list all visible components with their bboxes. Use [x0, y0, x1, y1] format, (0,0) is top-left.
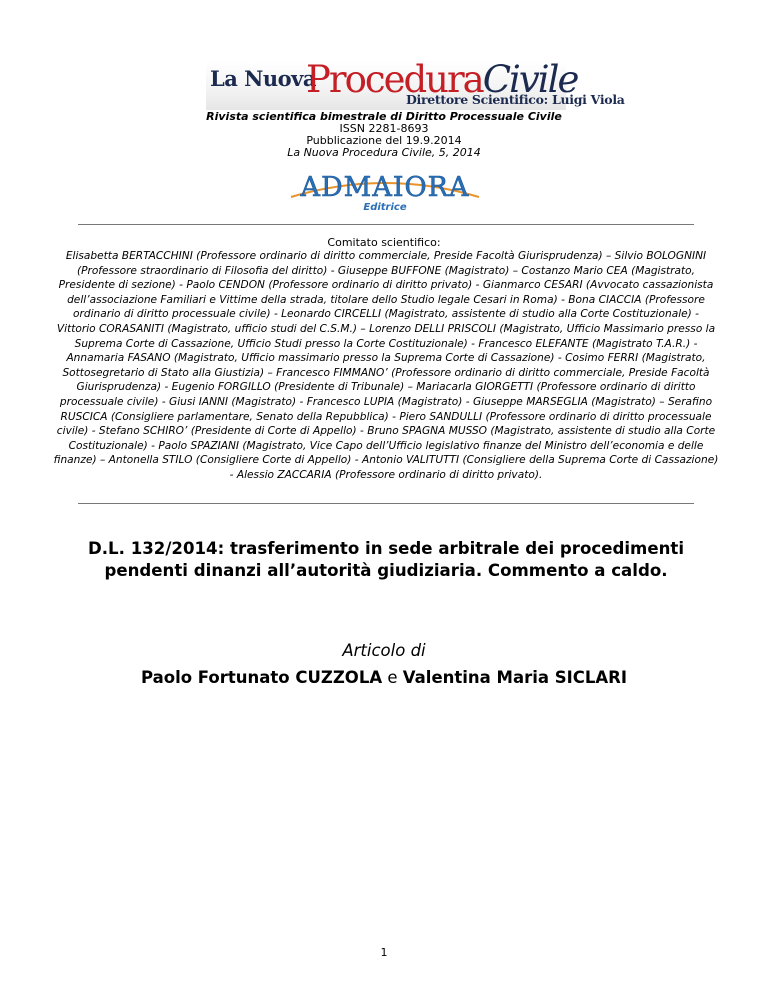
top-divider	[78, 224, 694, 225]
logo-civile-text: Civile	[482, 58, 578, 101]
publisher-logo-name: ADMAIORA	[300, 172, 470, 203]
article-title: D.L. 132/2014: trasferimento in sede arbitrale dei procedimenti pendenti dinanzi all’autorità giudiziaria. Commento a caldo.	[87, 539, 685, 580]
author-conjunction: e	[387, 668, 398, 687]
publisher-logo-subtitle: Editrice	[363, 202, 407, 213]
logo-procedura-text: Procedura	[306, 58, 483, 101]
author-2: Valentina Maria SICLARI	[402, 668, 628, 687]
logo-director: Direttore Scientifico: Luigi Viola	[406, 92, 625, 107]
issn: ISSN 2281-8693	[339, 122, 429, 135]
journal-issue: La Nuova Procedura Civile, 5, 2014	[287, 146, 481, 159]
rivista-subtitle: Rivista scientifica bimestrale di Diritto Processuale Civile	[206, 110, 562, 123]
page-number: 1	[380, 946, 388, 959]
publication-date: Pubblicazione del 19.9.2014	[306, 134, 462, 147]
committee-list: Elisabetta BERTACCHINI (Professore ordinario di diritto commerciale, Preside Facoltà Giurisprudenza) – Silvio BOLOGNINI (Professore straordinario di Filosofia del diritto) - Giuseppe BUFFONE (Magistrato) – Costanzo Mario CEA (Magistrato, Presidente di sezione) - Paolo CENDON (Professore ordinario di diritto privato) - Gianmarco CESARI (Avvocato cassazionista dell’associazione Familiari e Vittime della strada, titolare dello Studio legale Cesari in Roma) - Bona CIACCIA (Professore ordinario di diritto processuale civile) - Leonardo CIRCELLI (Magistrato, assistente di studio alla Corte Costituzionale) - Vittorio CORASANITI (Magistrato, ufficio studi del C.S.M.) – Lorenzo DELLI PRISCOLI (Magistrato, Ufficio Massimario presso la Suprema Corte di Cassazione, Ufficio Studi presso la Corte Costituzionale) - Francesco ELEFANTE (Magistrato T.A.R.) - Annamaria FASANO (Magistrato, Ufficio massimario presso la Suprema Corte di Cassazione) - Cosimo FERRI (Magistrato, Sottosegretario di Stato alla Giustizia) – Francesco FIMMANO’ (Professore ordinario di diritto commerciale, Preside Facoltà Giurisprudenza) - Eugenio FORGILLO (Presidente di Tribunale) – Mariacarla GIORGETTI (Professore ordinario di diritto processuale civile) - Giusi IANNI (Magistrato) - Francesco LUPIA (Magistrato) - Giuseppe MARSEGLIA (Magistrato) – Serafino RUSCICA (Consigliere parlamentare, Senato della Repubblica) - Piero SANDULLI (Professore ordinario di diritto processuale civile) - Stefano SCHIRO’ (Presidente di Corte di Appello) - Bruno SPAGNA MUSSO (Magistrato, assistente di studio alla Corte Costituzionale) - Paolo SPAZIANI (Magistrato, Vice Capo dell’Ufficio legislativo finanze del Ministro dell’economia e delle finanze) – Antonella STILO (Consigliere Corte di Appello) - Antonio VALITUTTI (Consigliere della Suprema Corte di Cassazione) - Alessio ZACCARIA (Professore ordinario di diritto privato).	[53, 250, 719, 481]
articolo-di: Articolo di	[342, 641, 426, 660]
bottom-divider	[78, 503, 694, 504]
publisher-logo	[285, 163, 485, 213]
committee-title: Comitato scientifico:	[327, 236, 441, 249]
logo-la-nuova: La Nuova	[210, 66, 316, 91]
author-1: Paolo Fortunato CUZZOLA	[140, 668, 383, 687]
authors-line	[0, 668, 768, 687]
journal-logo	[206, 58, 625, 110]
